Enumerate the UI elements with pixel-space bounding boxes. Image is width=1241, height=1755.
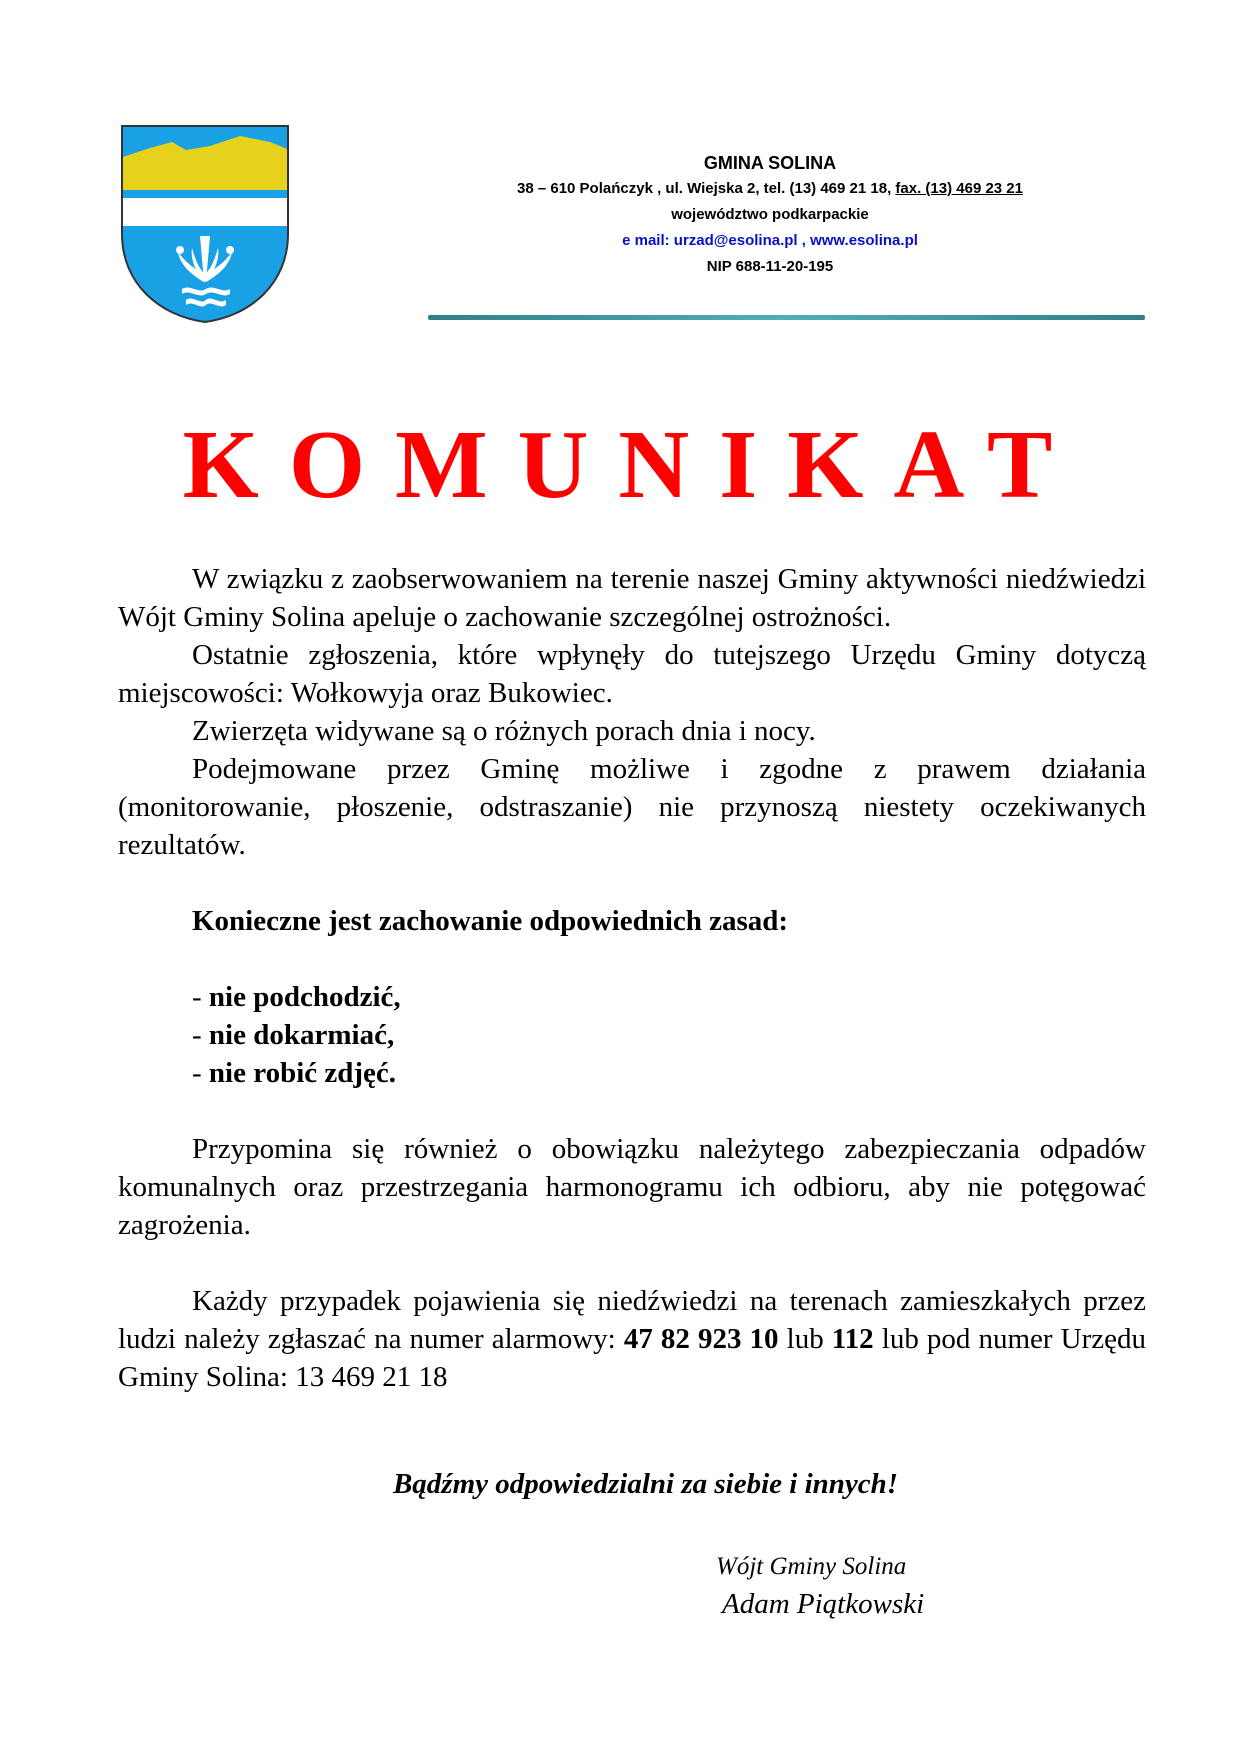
paragraph-1: W związku z zaobserwowaniem na terenie naszej Gminy aktywności niedźwiedzi Wójt Gminy Solina apeluje o zachowanie szczególnej ostrożności. <box>118 563 1146 633</box>
address: 38 – 610 Polańczyk , ul. Wiejska 2, tel. (13) 469 21 18, <box>516 180 896 197</box>
rules-heading: Konieczne jest zachowanie odpowiednich zasad: <box>192 905 789 937</box>
signature-name: Adam Piątkowski <box>722 1588 925 1620</box>
letterhead <box>420 150 1120 280</box>
page-title: KOMUNIKAT <box>182 411 1083 519</box>
fax: fax. (13) 469 23 21 <box>895 180 1023 197</box>
paragraph-3: Zwierzęta widywane są o różnych porach dnia i nocy. <box>192 715 816 747</box>
alarm-number: 47 82 923 10 <box>623 1323 779 1355</box>
paragraph-5: Przypomina się również o obowiązku należytego zabezpieczania odpadów komunalnych oraz przestrzegania harmonogramu ich odbioru, aby nie potęgować zagrożenia. <box>118 1133 1146 1241</box>
coat-of-arms-icon <box>120 124 290 324</box>
voivodeship: województwo podkarpackie <box>671 206 869 223</box>
paragraph-4: Podejmowane przez Gminę możliwe i zgodne z prawem działania (monitorowanie, płoszenie, odstraszanie) nie przynoszą niestety oczekiwanych rezultatów. <box>118 753 1146 861</box>
rule-item: - nie dokarmiać, <box>192 1019 395 1051</box>
rules-list <box>118 978 1146 1092</box>
appeal: Bądźmy odpowiedzialni za siebie i innych! <box>392 1468 899 1500</box>
rule-item: - nie robić zdjęć. <box>192 1057 397 1089</box>
header-divider <box>428 315 1145 320</box>
emergency-number: 112 <box>831 1323 874 1355</box>
nip: NIP 688-11-20-195 <box>706 258 834 275</box>
paragraph-6: Każdy przypadek pojawienia się niedźwiedzi na terenach zamieszkałych przez ludzi należy zgłaszać na numer alarmowy: 47 82 923 10 lub 112 lub pod numer Urzędu Gminy Solina: 13 469 21 18 <box>118 1285 1146 1393</box>
org-name: GMINA SOLINA <box>703 153 837 173</box>
paragraph-2: Ostatnie zgłoszenia, które wpłynęły do tutejszego Urzędu Gminy dotyczą miejscowości: Wołkowyja oraz Bukowiec. <box>118 639 1146 709</box>
contact-links: e mail: urzad@esolina.pl , www.esolina.pl <box>622 232 918 249</box>
rule-item: - nie podchodzić, <box>192 981 401 1013</box>
announcement-body <box>118 560 1146 1396</box>
address-line <box>420 176 1120 202</box>
signature-role: Wójt Gminy Solina <box>716 1553 907 1580</box>
